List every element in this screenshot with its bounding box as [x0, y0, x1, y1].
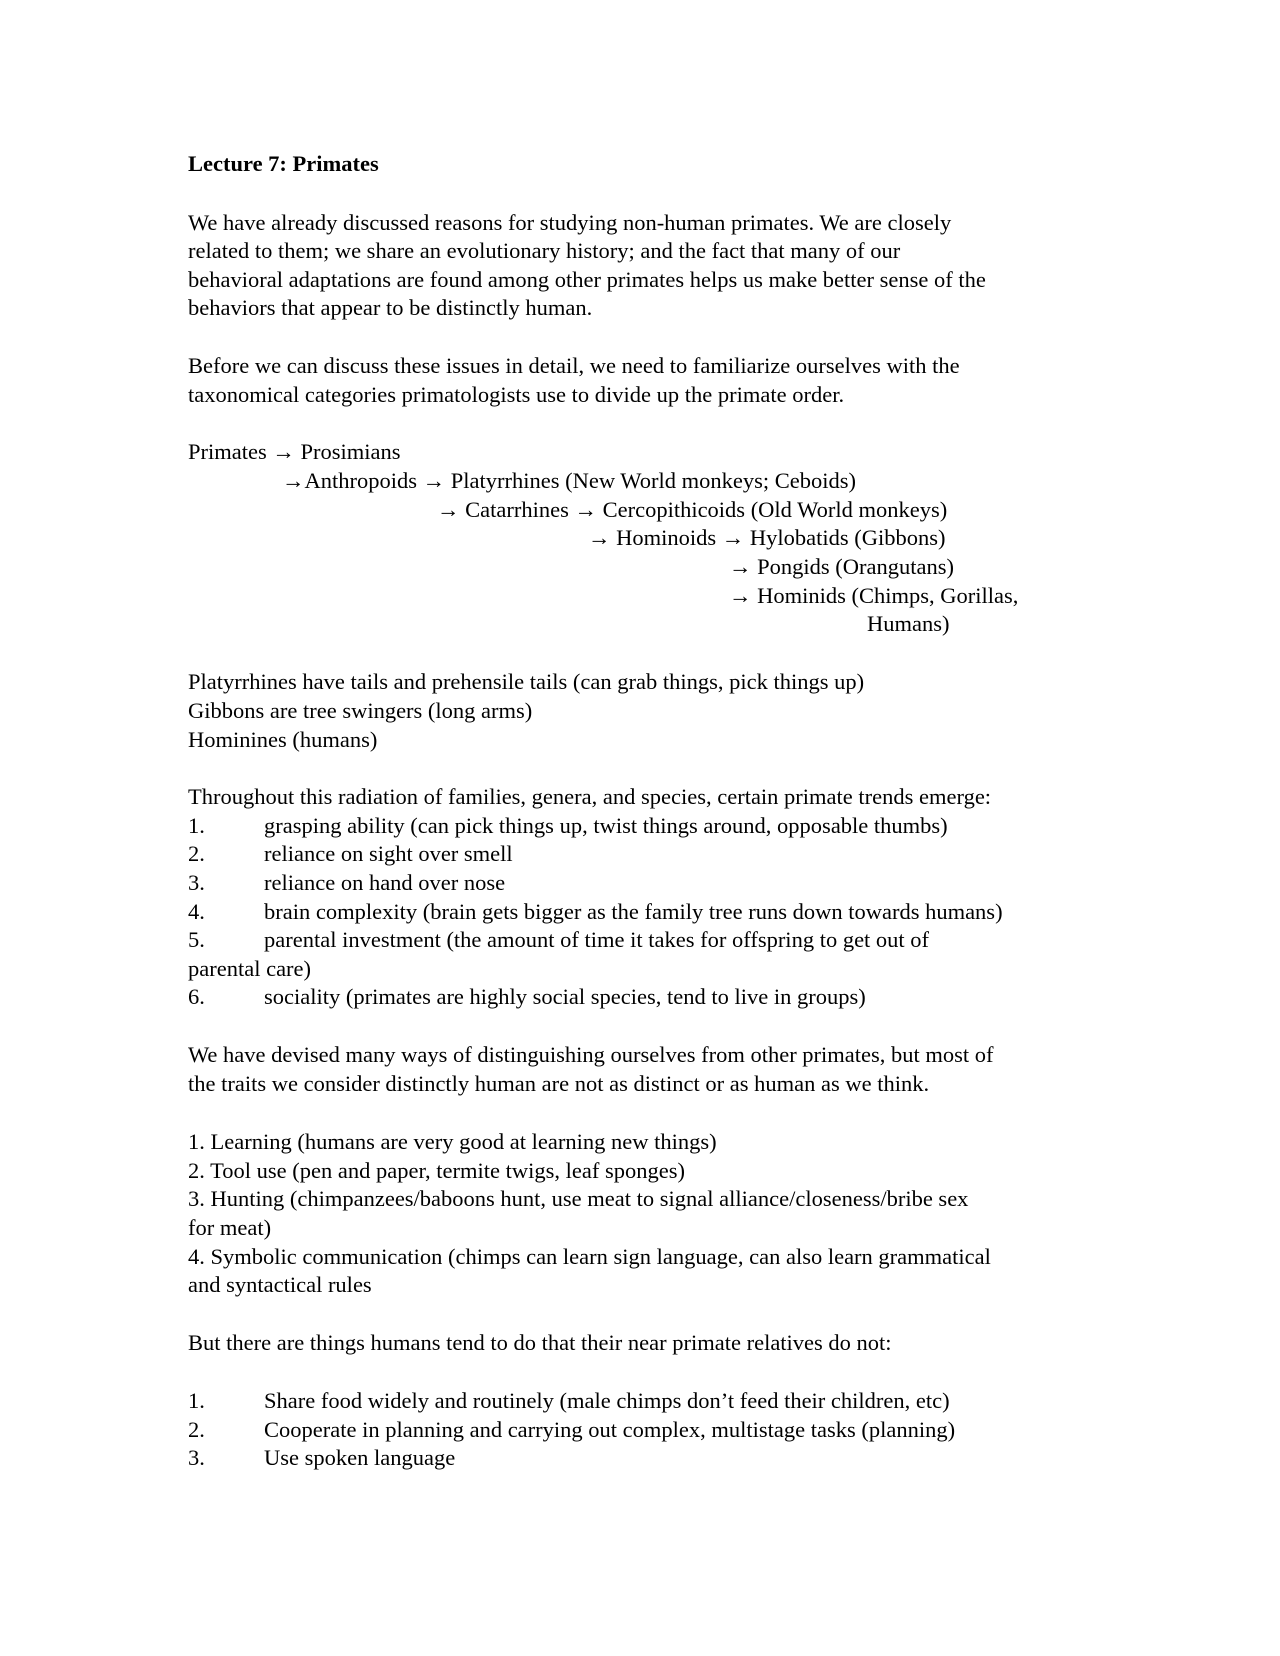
tree-node-platyrrhines: Platyrrhines (New World monkeys; Ceboids) [450, 468, 856, 493]
list-item [188, 812, 1108, 840]
distinguish-line: the traits we consider distinctly human are not as distinct or as human as we think. [188, 1071, 930, 1096]
taxonomy-line: taxonomical categories primatologists use to divide up the primate order. [188, 382, 845, 407]
list-item [188, 840, 1108, 868]
list-item [188, 1387, 1108, 1415]
intro-line: behavioral adaptations are found among other primates helps us make better sense of the [188, 267, 986, 292]
arrow-icon: → [574, 497, 597, 522]
list-item [188, 1444, 1108, 1472]
tree-row-catarrhines [437, 496, 947, 524]
list-text: reliance on hand over nose [264, 870, 506, 895]
tree-row-hominids [729, 582, 1018, 610]
list-text: brain complexity (brain gets bigger as the family tree runs down towards humans) [264, 899, 1003, 924]
list-text: sociality (primates are highly social species, tend to live in groups) [264, 984, 866, 1009]
page-title: Lecture 7: Primates [188, 151, 379, 176]
intro-line: We have already discussed reasons for studying non-human primates. We are closely [188, 210, 952, 235]
list-text: parental investment (the amount of time it takes for offspring to get out of [264, 927, 930, 952]
trait-line: 3. Hunting (chimpanzees/baboons hunt, use meat to signal alliance/closeness/bribe sex [188, 1186, 969, 1211]
tree-row-anthropoids [282, 467, 856, 495]
note-line: Hominines (humans) [188, 727, 378, 752]
arrow-icon: → [721, 525, 745, 550]
arrow-icon: → [422, 468, 446, 493]
trait-line: 2. Tool use (pen and paper, termite twigs, leaf sponges) [188, 1158, 685, 1183]
list-item [188, 898, 1108, 926]
arrow-icon: → [282, 468, 305, 493]
arrow-icon: → [588, 525, 611, 550]
list-item [188, 926, 1108, 954]
list-number: 1. [188, 1388, 205, 1413]
list-number: 2. [188, 1417, 205, 1442]
arrow-icon: → [729, 554, 752, 579]
arrow-icon: → [729, 583, 752, 608]
list-text: Use spoken language [264, 1445, 456, 1470]
tree-node-hylobatids: Hylobatids (Gibbons) [749, 525, 946, 550]
list-number: 3. [188, 870, 205, 895]
trait-line: and syntactical rules [188, 1272, 372, 1297]
tree-node-hominids: Hominids (Chimps, Gorillas, [757, 583, 1019, 608]
list-text: Cooperate in planning and carrying out complex, multistage tasks (planning) [264, 1417, 956, 1442]
but-paragraph: But there are things humans tend to do that their near primate relatives do not: [188, 1330, 892, 1355]
tree-node-primates: Primates [188, 439, 267, 464]
trait-line: for meat) [188, 1215, 272, 1240]
list-item [188, 1416, 1108, 1444]
list-number: 1. [188, 813, 205, 838]
tree-row-hominoids [588, 524, 946, 552]
tree-row-primates [188, 438, 401, 466]
list-number: 4. [188, 899, 205, 924]
arrow-icon: → [437, 497, 460, 522]
list-number: 5. [188, 927, 205, 952]
arrow-icon: → [272, 439, 295, 464]
tree-node-catarrhines: Catarrhines [465, 497, 569, 522]
tree-node-pongids: Pongids (Orangutans) [757, 554, 954, 579]
tree-node-hominoids: Hominoids [616, 525, 717, 550]
list-text-continuation: parental care) [188, 956, 312, 981]
intro-line: related to them; we share an evolutionary history; and the fact that many of our [188, 238, 901, 263]
tree-node-cercopithicoids: Cercopithicoids (Old World monkeys) [602, 497, 948, 522]
list-item [188, 869, 1108, 897]
taxonomy-line: Before we can discuss these issues in detail, we need to familiarize ourselves with the [188, 353, 960, 378]
tree-node-hominids-cont: Humans) [867, 611, 950, 636]
note-line: Platyrrhines have tails and prehensile tails (can grab things, pick things up) [188, 669, 865, 694]
list-text: reliance on sight over smell [264, 841, 513, 866]
intro-line: behaviors that appear to be distinctly human. [188, 295, 593, 320]
list-number: 3. [188, 1445, 205, 1470]
tree-node-prosimians: Prosimians [300, 439, 401, 464]
distinguish-line: We have devised many ways of distinguishing ourselves from other primates, but most of [188, 1042, 994, 1067]
list-text: grasping ability (can pick things up, twist things around, opposable thumbs) [264, 813, 948, 838]
trait-line: 1. Learning (humans are very good at learning new things) [188, 1129, 717, 1154]
trends-intro: Throughout this radiation of families, genera, and species, certain primate trends emerge: [188, 784, 992, 809]
list-number: 2. [188, 841, 205, 866]
trait-line: 4. Symbolic communication (chimps can learn sign language, can also learn grammatical [188, 1244, 991, 1269]
list-text: Share food widely and routinely (male chimps don’t feed their children, etc) [264, 1388, 950, 1413]
note-line: Gibbons are tree swingers (long arms) [188, 698, 533, 723]
tree-row-pongids [729, 553, 954, 581]
list-number: 6. [188, 984, 205, 1009]
list-item [188, 983, 1108, 1011]
tree-node-anthropoids: Anthropoids [304, 468, 417, 493]
